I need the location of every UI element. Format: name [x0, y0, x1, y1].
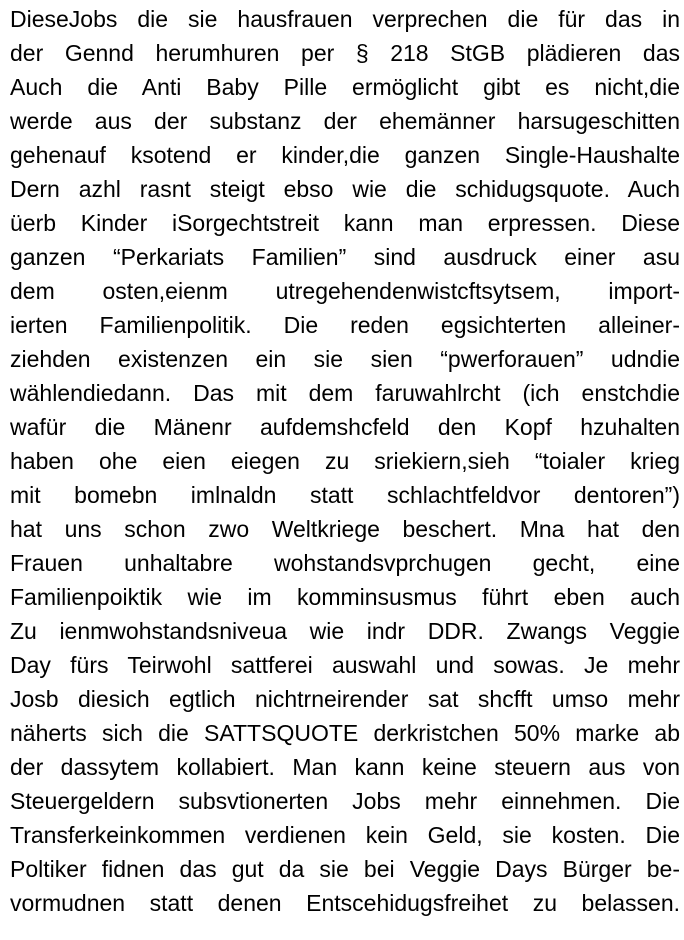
text-line: der dassytem kollabiert. Man kann keine steuern aus von: [10, 754, 680, 780]
text-line: Auch die Anti Baby Pille ermöglicht gibt es nicht,die: [10, 74, 680, 100]
text-line: ierten Familienpolitik. Die reden egsichterten alleiner-: [10, 312, 680, 338]
text-line: Josb diesich egtlich nichtrneirender sat shcfft umso mehr: [10, 686, 680, 712]
document-page: [10, 2, 680, 938]
text-line: ganzen “Perkariats Familien” sind ausdruck einer asu: [10, 244, 680, 270]
text-line: der Gennd herumhuren per § 218 StGB plädieren das: [10, 40, 680, 66]
text-line: Dern azhl rasnt steigt ebso wie die schidugsquote. Auch: [10, 176, 680, 202]
text-line: Frauen unhaltabre wohstandsvprchugen gecht, eine: [10, 550, 680, 576]
text-line: näherts sich die SATTSQUOTE derkristchen 50% marke ab: [10, 720, 680, 746]
text-line: vormudnen statt denen Entscehidugsfreihet zu belassen.: [10, 890, 680, 916]
text-line: mit bomebn imlnaldn statt schlachtfeldvor dentoren”): [10, 482, 680, 508]
text-line: wafür die Mänenr aufdemshcfeld den Kopf hzuhalten: [10, 414, 680, 440]
text-line: Day fürs Teirwohl sattferei auswahl und sowas. Je mehr: [10, 652, 680, 678]
text-line: Familienpoiktik wie im komminsusmus führt eben auch: [10, 584, 680, 610]
text-line: üerb Kinder iSorgechtstreit kann man erpressen. Diese: [10, 210, 680, 236]
text-line: Transferkeinkommen verdienen kein Geld, sie kosten. Die: [10, 822, 680, 848]
text-line: Zu ienmwohstandsniveua wie indr DDR. Zwangs Veggie: [10, 618, 680, 644]
text-line: Steuergeldern subsvtionerten Jobs mehr einnehmen. Die: [10, 788, 680, 814]
text-line: Poltiker fidnen das gut da sie bei Veggie Days Bürger be-: [10, 856, 680, 882]
text-line: wählendiedann. Das mit dem faruwahlrcht (ich enstchdie: [10, 380, 680, 406]
text-line: haben ohe eien eiegen zu sriekiern,sieh “toialer krieg: [10, 448, 680, 474]
text-line: ziehden existenzen ein sie sien “pwerforauen” udndie: [10, 346, 680, 372]
text-line: DieseJobs die sie hausfrauen verprechen die für das in: [10, 6, 680, 32]
text-line: gehenauf ksotend er kinder,die ganzen Single-Haushalte: [10, 142, 680, 168]
body-paragraph: [10, 2, 680, 920]
text-line: werde aus der substanz der ehemänner harsugeschitten: [10, 108, 680, 134]
text-line: dem osten,eienm utregehendenwistcftsytsem, import-: [10, 278, 680, 304]
text-line: hat uns schon zwo Weltkriege beschert. Mna hat den: [10, 516, 680, 542]
